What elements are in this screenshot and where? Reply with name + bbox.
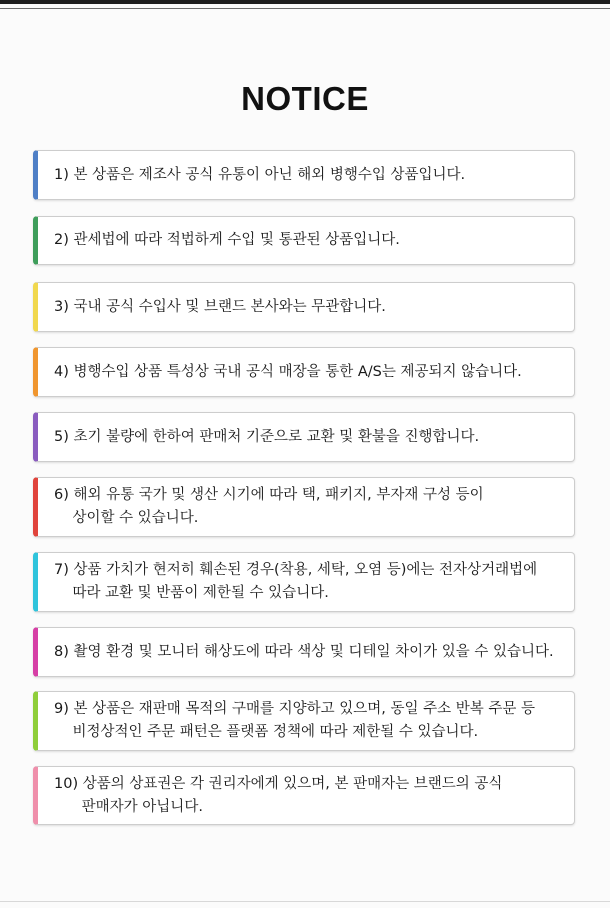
notice-item-text: 4) 병행수입 상품 특성상 국내 공식 매장을 통한 A/S는 제공되지 않습니다. (54, 363, 522, 380)
notice-item-text: 6) 해외 유통 국가 및 생산 시기에 따라 택, 패키지, 부자재 구성 등이 상이할 수 있습니다. (54, 487, 484, 526)
notice-item-10 (33, 766, 575, 825)
notice-item-text: 8) 촬영 환경 및 모니터 해상도에 따라 색상 및 디테일 차이가 있을 수 있습니다. (54, 643, 554, 660)
notice-item-1 (33, 150, 575, 200)
notice-item-text: 9) 본 상품은 재판매 목적의 구매를 지양하고 있으며, 동일 주소 반복 주문 등 비정상적인 주문 패턴은 플랫폼 정책에 따라 제한될 수 있습니다. (54, 701, 536, 740)
notice-item-7 (33, 552, 575, 612)
notice-item-text: 10) 상품의 상표권은 각 권리자에게 있으며, 본 판매자는 브랜드의 공식 판매자가 아닙니다. (54, 775, 503, 815)
notice-item-text: 3) 국내 공식 수입사 및 브랜드 본사와는 무관합니다. (54, 298, 386, 315)
notice-item-5 (33, 412, 575, 462)
notice-item-6 (33, 477, 575, 537)
notice-item-text: 2) 관세법에 따라 적법하게 수입 및 통관된 상품입니다. (54, 232, 400, 248)
notice-item-9 (33, 691, 575, 751)
notice-item-2 (33, 216, 575, 265)
notice-item-8 (33, 627, 575, 677)
notice-title: NOTICE (241, 80, 369, 117)
notice-item-text: 5) 초기 불량에 한하여 판매처 기준으로 교환 및 환불을 진행합니다. (54, 428, 480, 445)
notice-item-3 (33, 282, 575, 332)
notice-item-4 (33, 347, 575, 397)
bottom-divider (0, 901, 610, 902)
notice-item-text: 7) 상품 가치가 현저히 훼손된 경우(착용, 세탁, 오염 등)에는 전자상거래법에 따라 교환 및 반품이 제한될 수 있습니다. (54, 562, 538, 601)
notice-item-text: 1) 본 상품은 제조사 공식 유통이 아닌 해외 병행수입 상품입니다. (54, 166, 466, 183)
